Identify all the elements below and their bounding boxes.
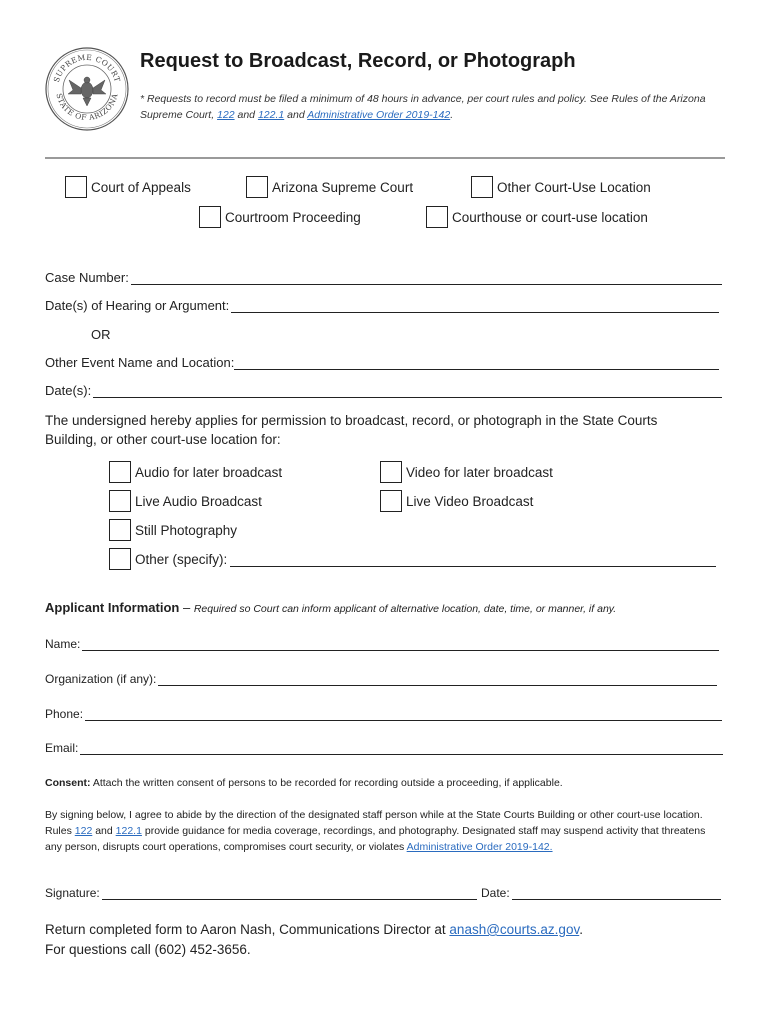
agreement-admin-order-link[interactable]: Administrative Order 2019-142. (406, 841, 553, 853)
still-photo-label: Still Photography (135, 522, 238, 538)
other-media-checkbox[interactable] (109, 548, 131, 570)
case-number-field[interactable] (45, 270, 722, 285)
applicant-info-heading: Applicant Information – Required so Court can inform applicant of alternative location, date, time, or manner, if any. (45, 600, 617, 615)
date-field[interactable] (481, 886, 721, 900)
live-audio-checkbox[interactable] (109, 490, 131, 512)
signature-label: Signature: (45, 886, 100, 900)
contact-email-link[interactable]: anash@courts.az.gov (449, 922, 580, 937)
courtroom-proceeding-option[interactable] (199, 206, 361, 228)
organization-label: Organization (if any): (45, 672, 157, 686)
live-video-option[interactable] (380, 490, 533, 512)
name-blank[interactable] (82, 640, 719, 651)
hearing-dates-label: Date(s) of Hearing or Argument: (45, 298, 230, 313)
still-photo-option[interactable] (109, 519, 237, 541)
signature-blank[interactable] (102, 889, 477, 900)
audio-later-checkbox[interactable] (109, 461, 131, 483)
agreement-rule-122-1-link[interactable]: 122.1 (115, 825, 142, 837)
agreement-rule-122-link[interactable]: 122 (74, 825, 93, 837)
filing-note: * Requests to record must be filed a minimum of 48 hours in advance, per court rules and policy. See Rules of the Arizona Supreme Court, 122 and 122.1 and Administrative Order 2019-142. (140, 93, 706, 121)
case-number-blank[interactable] (131, 272, 722, 285)
seal-top-text: SUPREME COURT (51, 52, 123, 84)
admin-order-link[interactable]: Administrative Order 2019-142 (307, 109, 451, 121)
case-number-label: Case Number: (45, 270, 129, 285)
court-of-appeals-option[interactable] (65, 176, 191, 198)
live-video-checkbox[interactable] (380, 490, 402, 512)
event-dates-field[interactable] (45, 383, 722, 398)
other-event-blank[interactable] (234, 357, 719, 370)
audio-later-label: Audio for later broadcast (135, 464, 283, 480)
video-later-checkbox[interactable] (380, 461, 402, 483)
application-statement: The undersigned hereby applies for permission to broadcast, record, or photograph in the State Courts Building, or other court-use location for: (45, 413, 658, 447)
other-media-option[interactable] (109, 548, 716, 570)
questions-phone: For questions call (602) 452-3656. (45, 942, 251, 957)
event-dates-blank[interactable] (93, 385, 722, 398)
still-photo-checkbox[interactable] (109, 519, 131, 541)
courthouse-checkbox[interactable] (426, 206, 448, 228)
organization-field[interactable] (45, 672, 717, 686)
phone-label: Phone: (45, 707, 84, 721)
arizona-supreme-court-label: Arizona Supreme Court (272, 179, 414, 195)
court-of-appeals-label: Court of Appeals (91, 179, 191, 195)
other-court-use-label: Other Court-Use Location (497, 179, 651, 195)
courthouse-label: Courthouse or court-use location (452, 209, 648, 225)
other-media-label: Other (specify): (135, 551, 228, 567)
header-divider (45, 157, 725, 159)
court-of-appeals-checkbox[interactable] (65, 176, 87, 198)
audio-later-option[interactable] (109, 461, 282, 483)
signature-field[interactable] (45, 886, 477, 900)
name-field[interactable] (45, 637, 719, 651)
email-blank[interactable] (80, 744, 723, 755)
name-label: Name: (45, 637, 81, 651)
arizona-supreme-court-option[interactable] (246, 176, 413, 198)
seal-bottom-text: STATE OF ARIZONA (54, 92, 120, 123)
hearing-dates-field[interactable] (45, 298, 719, 313)
form-title: Request to Broadcast, Record, or Photograph (140, 50, 576, 72)
or-separator: OR (91, 327, 111, 342)
courtroom-proceeding-checkbox[interactable] (199, 206, 221, 228)
other-court-use-option[interactable] (471, 176, 651, 198)
courtroom-proceeding-label: Courtroom Proceeding (225, 209, 361, 225)
rule-122-link[interactable]: 122 (217, 109, 235, 121)
rule-122-1-link[interactable]: 122.1 (257, 109, 285, 121)
other-event-field[interactable] (45, 355, 719, 370)
live-video-label: Live Video Broadcast (406, 493, 534, 509)
other-court-use-checkbox[interactable] (471, 176, 493, 198)
email-label: Email: (45, 741, 79, 755)
video-later-label: Video for later broadcast (406, 464, 553, 480)
organization-blank[interactable] (158, 675, 717, 686)
return-instructions: Return completed form to Aaron Nash, Communications Director at anash@courts.az.gov. (45, 922, 583, 937)
phone-blank[interactable] (85, 710, 722, 721)
event-dates-label: Date(s): (45, 383, 92, 398)
live-audio-option[interactable] (109, 490, 262, 512)
date-label: Date: (481, 886, 510, 900)
applicant-info-note: Required so Court can inform applicant of alternative location, date, time, or manner, if any. (193, 603, 617, 615)
email-field[interactable] (45, 741, 723, 755)
date-blank[interactable] (512, 889, 721, 900)
hearing-dates-blank[interactable] (231, 300, 719, 313)
courthouse-option[interactable] (426, 206, 648, 228)
other-media-blank[interactable] (230, 552, 716, 567)
other-event-label: Other Event Name and Location: (45, 355, 235, 370)
consent-note: Consent: Attach the written consent of persons to be recorded for recording outside a proceeding, if applicable. (45, 777, 563, 789)
video-later-option[interactable] (380, 461, 553, 483)
phone-field[interactable] (45, 707, 722, 721)
live-audio-label: Live Audio Broadcast (135, 493, 262, 509)
agreement-paragraph: By signing below, I agree to abide by the direction of the designated staff person while at the State Courts Building or other court-use location. Rules 122 and 122.1 provide guidance for media coverage, recordings, and photography. Designated staff may suspend activity that threatens any person, disrupts court operations, compromises court security, or violates Administrative Order 2019-142. (45, 809, 706, 853)
arizona-supreme-court-seal (44, 46, 130, 132)
arizona-supreme-court-checkbox[interactable] (246, 176, 268, 198)
